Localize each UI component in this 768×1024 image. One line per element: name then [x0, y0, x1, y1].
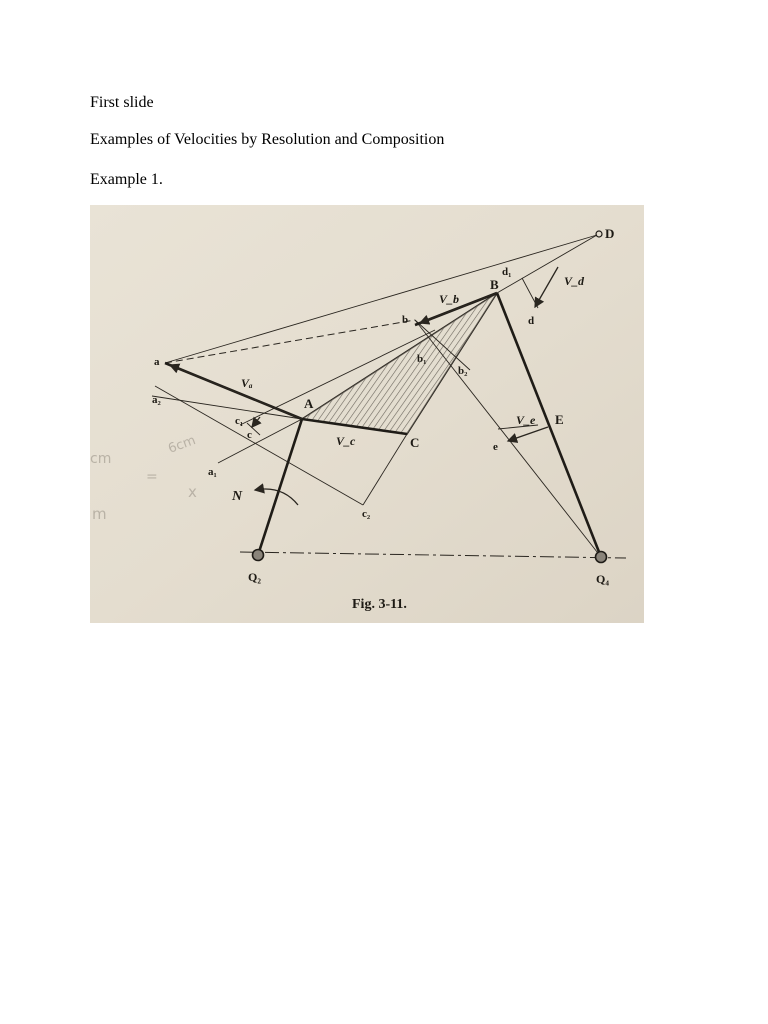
note-6cm: 6cm: [166, 433, 198, 457]
figure-photo: [90, 205, 644, 623]
label-C: C: [410, 435, 420, 450]
label-B: B: [490, 277, 499, 292]
label-E: E: [555, 412, 564, 427]
label-a: a: [154, 356, 160, 368]
figure-caption: Fig. 3-11.: [352, 597, 407, 612]
label-c2: c₂: [362, 508, 371, 520]
label-a2: a₂: [152, 394, 161, 406]
note-x: x: [188, 483, 197, 501]
label-Va: Vₐ: [241, 376, 253, 390]
label-b: b: [402, 314, 409, 326]
label-e: e: [493, 441, 498, 453]
mechanism-diagram: [90, 205, 644, 623]
slide-heading: First slide: [90, 94, 154, 111]
label-Vd: V_d: [564, 274, 585, 288]
example-label: Example 1.: [90, 171, 163, 188]
section-title: Examples of Velocities by Resolution and Composition: [90, 131, 445, 148]
pivot-q2: [253, 550, 264, 561]
label-Ve: V_e: [516, 413, 536, 427]
label-c: c: [247, 429, 252, 441]
note-equals: =: [146, 469, 158, 485]
label-N: N: [232, 489, 243, 504]
label-a1: a₁: [208, 466, 217, 478]
label-b1: b₁: [417, 353, 427, 365]
label-b2: b₂: [458, 365, 468, 377]
label-Vc: V_c: [336, 434, 356, 448]
label-D: D: [605, 226, 615, 241]
label-c1: c₁: [235, 415, 244, 427]
label-Q2: Q₂: [248, 570, 261, 584]
note-cm: cm: [90, 451, 112, 467]
pivot-q4: [596, 552, 607, 563]
label-A: A: [304, 396, 314, 411]
label-d: d: [528, 315, 535, 327]
label-Q4: Q₄: [596, 572, 609, 586]
label-d1: d₁: [502, 266, 512, 278]
label-Vb: V_b: [439, 292, 460, 306]
note-m: m: [92, 505, 107, 523]
